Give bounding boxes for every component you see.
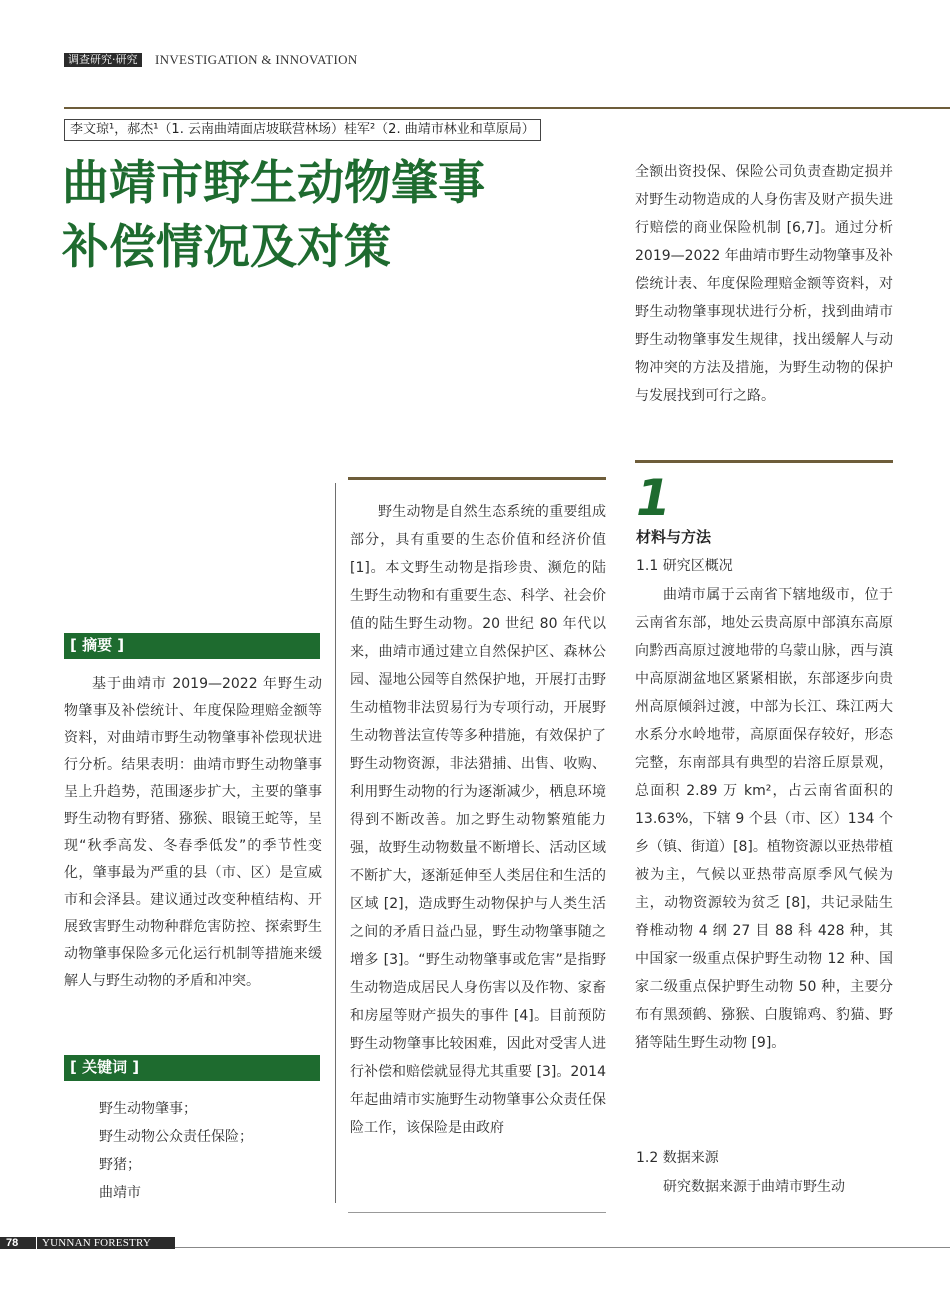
footer-separator bbox=[36, 1237, 37, 1249]
right-continued-paragraph: 全额出资投保、保险公司负责查勘定损并对野生动物造成的人身伤害及财产损失进行赔偿的商业保险机制 [6,7]。通过分析 2019—2022 年曲靖市野生动物肇事及补偿统计表、年度保险理赔金额等资料，对野生动物肇事现状进行分析，找到曲靖市野生动物肇事发生规律，找出缓解人与动物冲突的方法及措施，为野生动物的保护与发展找到可行之路。 bbox=[635, 164, 893, 404]
subsection-title-1-1: 1.1 研究区概况 bbox=[636, 558, 733, 574]
keyword-item: 野猪； bbox=[99, 1157, 141, 1173]
section-tag-cn: 调查研究·研究 bbox=[64, 53, 142, 67]
keyword-item: 野生动物肇事； bbox=[99, 1101, 197, 1117]
footer-rule bbox=[175, 1247, 950, 1248]
keyword-item: 曲靖市 bbox=[99, 1185, 141, 1201]
keywords-rule bbox=[64, 1079, 320, 1081]
abstract-rule bbox=[64, 657, 320, 659]
middle-bottom-rule bbox=[348, 1212, 606, 1213]
keywords-label: [ 关键词 ] bbox=[64, 1055, 320, 1079]
middle-top-rule bbox=[348, 477, 606, 480]
section-number: 1 bbox=[636, 469, 671, 527]
title-line-2: 补偿情况及对策 bbox=[62, 220, 391, 275]
article-title bbox=[62, 152, 602, 280]
section-title: 材料与方法 bbox=[636, 528, 712, 546]
column-divider bbox=[335, 483, 336, 1203]
section-rule bbox=[635, 460, 893, 463]
study-area-paragraph: 曲靖市属于云南省下辖地级市，位于云南省东部，地处云贵高原中部滇东高原向黔西高原过渡地带的乌蒙山脉，西与滇中高原湖盆地区紧紧相嵌，东部逐步向贵州高原倾斜过渡，中部为长江、珠江两大水系分水岭地带，高原面保存较好，形态完整，东南部具有典型的岩溶丘原景观，总面积 2.89 万 km²，占云南省面积的 13.63%，下辖 9 个县（市、区）134 个乡（镇、街道）[8]。植物资源以亚热带植被为主，气候以亚热带高原季风气候为主，动物资源较为贫乏 [8]，共记录陆生脊椎动物 4 纲 27 目 88 科 428 种，其中国家一级重点保护野生动物 12 种、国家二级重点保护野生动物 50 种，主要分布有黑颈鹤、猕猴、白腹锦鸡、豹猫、野猪等陆生野生动物 [9]。 bbox=[635, 587, 893, 1051]
abstract-heading bbox=[64, 633, 320, 659]
keyword-item: 野生动物公众责任保险； bbox=[99, 1129, 253, 1145]
author-line: 李文琼¹，郝杰¹（1. 云南曲靖面店坡联营林场）桂军²（2. 曲靖市林业和草原局） bbox=[64, 119, 541, 141]
keywords-heading bbox=[64, 1055, 320, 1081]
header-rule bbox=[64, 107, 950, 109]
data-source-paragraph: 研究数据来源于曲靖市野生动 bbox=[663, 1179, 845, 1195]
abstract-text: 基于曲靖市 2019—2022 年野生动物肇事及补偿统计、年度保险理赔金额等资料，对曲靖市野生动物肇事补偿现状进行分析。结果表明：曲靖市野生动物肇事呈上升趋势，范围逐步扩大，主要的肇事野生动物有野猪、猕猴、眼镜王蛇等，呈现“秋季高发、冬春季低发”的季节性变化，肇事最为严重的县（市、区）是宣威市和会泽县。建议通过改变种植结构、开展致害野生动物种群危害防控、探索野生动物肇事保险多元化运行机制等措施来缓解人与野生动物的矛盾和冲突。 bbox=[64, 676, 322, 989]
title-line-1: 曲靖市野生动物肇事 bbox=[62, 156, 485, 211]
journal-name: YUNNAN FORESTRY bbox=[42, 1237, 152, 1249]
section-tag-en: INVESTIGATION & INNOVATION bbox=[155, 52, 358, 67]
page-number: 78 bbox=[6, 1237, 19, 1249]
intro-paragraph: 野生动物是自然生态系统的重要组成部分，具有重要的生态价值和经济价值 [1]。本文野生动物是指珍贵、濒危的陆生野生动物和有重要生态、科学、社会价值的陆生野生动物。20 世纪 80 年代以来，曲靖市通过建立自然保护区、森林公园、湿地公园等自然保护地，开展打击野生动植物非法贸易行为专项行动，开展野生动物普法宣传等多种措施，有效保护了野生动物资源，非法猎捕、出售、收购、利用野生动物的行为逐渐减少，栖息环境得到不断改善。加之野生动物繁殖能力强，故野生动物数量不断增长、活动区域不断扩大，逐渐延伸至人类居住和生活的区域 [2]，造成野生动物保护与人类生活之间的矛盾日益凸显，野生动物肇事随之增多 [3]。“野生动物肇事或危害”是指野生动物造成居民人身伤害以及作物、家畜和房屋等财产损失的事件 [4]。目前预防野生动物肇事比较困难，因此对受害人进行补偿和赔偿就显得尤其重要 [3]。2014 年起曲靖市实施野生动物肇事公众责任保险工作，该保险是由政府 bbox=[350, 504, 606, 1136]
keywords-list bbox=[99, 1095, 319, 1207]
subsection-title-1-2: 1.2 数据来源 bbox=[636, 1150, 719, 1166]
abstract-label: [ 摘要 ] bbox=[64, 633, 320, 657]
